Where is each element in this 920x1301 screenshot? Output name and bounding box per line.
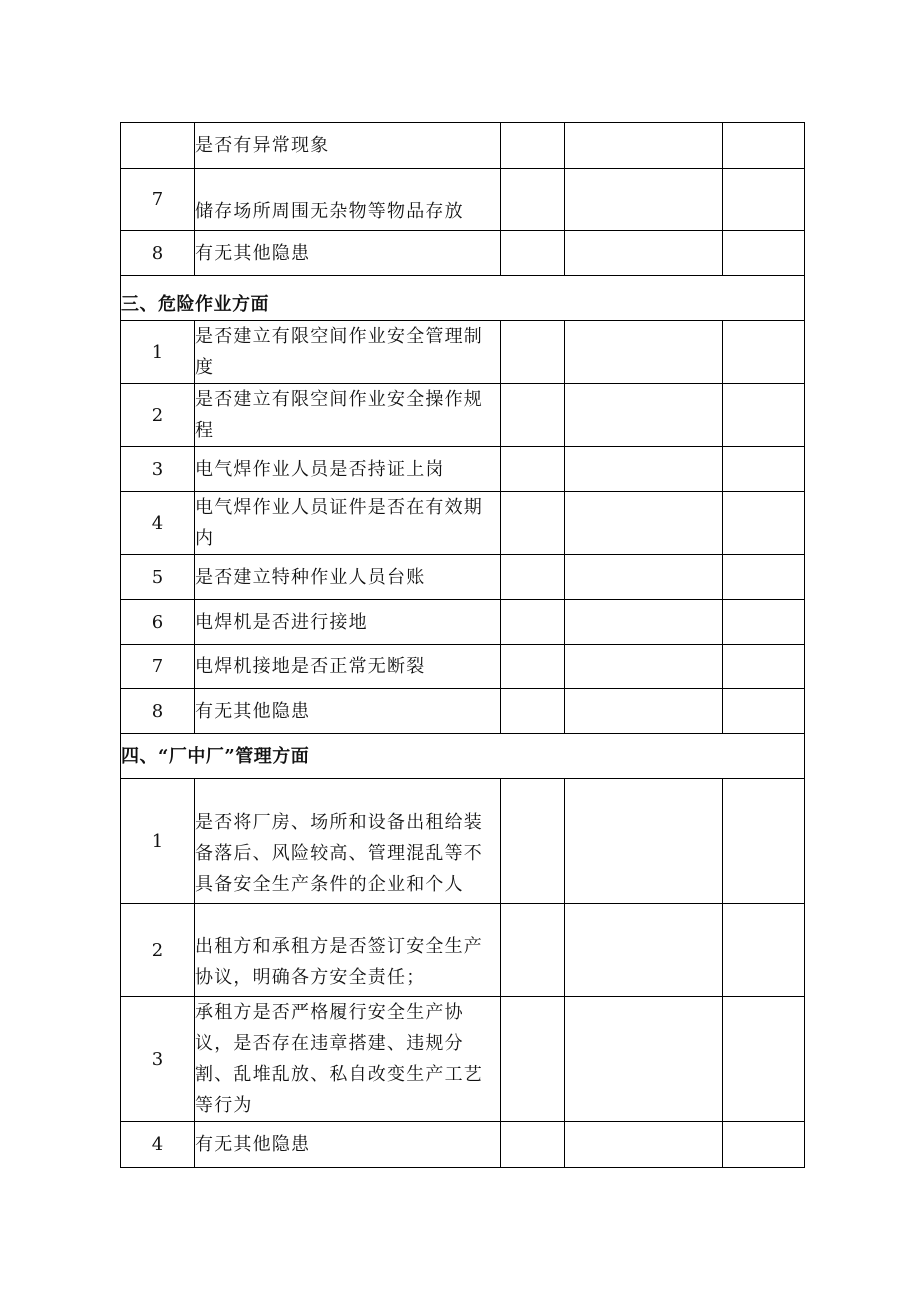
blank-cell[interactable]	[565, 997, 723, 1122]
row-number: 4	[121, 492, 195, 555]
row-number: 1	[121, 321, 195, 384]
section-header-row	[121, 734, 805, 779]
row-number: 2	[121, 384, 195, 447]
blank-cell[interactable]	[501, 492, 565, 555]
blank-cell[interactable]	[565, 645, 723, 689]
row-number: 1	[121, 779, 195, 904]
row-number: 4	[121, 1122, 195, 1168]
section-title-hazardous-work: 三、危险作业方面	[121, 276, 805, 321]
blank-cell[interactable]	[565, 492, 723, 555]
row-number: 7	[121, 645, 195, 689]
table-row	[121, 231, 805, 276]
table-row	[121, 689, 805, 734]
row-number: 7	[121, 169, 195, 231]
row-number: 3	[121, 997, 195, 1122]
blank-cell[interactable]	[565, 689, 723, 734]
blank-cell[interactable]	[501, 384, 565, 447]
check-item: 出租方和承租方是否签订安全生产协议，明确各方安全责任；	[195, 904, 501, 997]
blank-cell[interactable]	[501, 447, 565, 492]
table-row	[121, 447, 805, 492]
blank-cell[interactable]	[723, 779, 805, 904]
blank-cell[interactable]	[723, 600, 805, 645]
blank-cell[interactable]	[501, 321, 565, 384]
check-item: 储存场所周围无杂物等物品存放	[195, 169, 501, 231]
check-item: 是否将厂房、场所和设备出租给装备落后、风险较高、管理混乱等不具备安全生产条件的企业和个人	[195, 779, 501, 904]
check-item: 承租方是否严格履行安全生产协议，是否存在违章搭建、违规分割、乱堆乱放、私自改变生产工艺等行为	[195, 997, 501, 1122]
blank-cell[interactable]	[501, 997, 565, 1122]
row-number: 2	[121, 904, 195, 997]
blank-cell[interactable]	[565, 169, 723, 231]
blank-cell[interactable]	[501, 600, 565, 645]
check-item: 电气焊作业人员是否持证上岗	[195, 447, 501, 492]
blank-cell[interactable]	[723, 555, 805, 600]
blank-cell[interactable]	[723, 904, 805, 997]
section-title-factory-in-factory: 四、“厂中厂”管理方面	[121, 734, 805, 779]
blank-cell[interactable]	[565, 123, 723, 169]
blank-cell[interactable]	[723, 997, 805, 1122]
section-header-row	[121, 276, 805, 321]
check-item: 是否建立特种作业人员台账	[195, 555, 501, 600]
blank-cell[interactable]	[723, 384, 805, 447]
blank-cell[interactable]	[501, 779, 565, 904]
blank-cell[interactable]	[565, 1122, 723, 1168]
row-number: 3	[121, 447, 195, 492]
table-row	[121, 1122, 805, 1168]
row-number: 5	[121, 555, 195, 600]
blank-cell[interactable]	[501, 169, 565, 231]
blank-cell[interactable]	[565, 555, 723, 600]
blank-cell[interactable]	[723, 321, 805, 384]
check-item: 电焊机是否进行接地	[195, 600, 501, 645]
blank-cell[interactable]	[501, 904, 565, 997]
blank-cell[interactable]	[565, 779, 723, 904]
blank-cell[interactable]	[723, 492, 805, 555]
table-row	[121, 555, 805, 600]
row-number: 8	[121, 231, 195, 276]
check-item: 是否建立有限空间作业安全操作规程	[195, 384, 501, 447]
blank-cell[interactable]	[501, 123, 565, 169]
check-item: 是否建立有限空间作业安全管理制度	[195, 321, 501, 384]
table-row	[121, 904, 805, 997]
blank-cell[interactable]	[565, 600, 723, 645]
table-row	[121, 169, 805, 231]
check-item: 有无其他隐患	[195, 689, 501, 734]
blank-cell[interactable]	[565, 447, 723, 492]
blank-cell[interactable]	[723, 645, 805, 689]
table-row	[121, 492, 805, 555]
table-row	[121, 600, 805, 645]
blank-cell[interactable]	[723, 231, 805, 276]
blank-cell[interactable]	[565, 231, 723, 276]
row-number: 8	[121, 689, 195, 734]
row-number: 6	[121, 600, 195, 645]
blank-cell[interactable]	[501, 689, 565, 734]
blank-cell[interactable]	[723, 169, 805, 231]
table-row	[121, 997, 805, 1122]
table-row	[121, 384, 805, 447]
inspection-checklist-table	[120, 122, 805, 1168]
table-row	[121, 645, 805, 689]
blank-cell[interactable]	[501, 231, 565, 276]
blank-cell[interactable]	[565, 321, 723, 384]
blank-cell[interactable]	[501, 555, 565, 600]
check-item: 有无其他隐患	[195, 231, 501, 276]
blank-cell[interactable]	[723, 123, 805, 169]
check-item: 有无其他隐患	[195, 1122, 501, 1168]
blank-cell[interactable]	[723, 447, 805, 492]
blank-cell[interactable]	[501, 645, 565, 689]
blank-cell[interactable]	[723, 689, 805, 734]
table-row	[121, 779, 805, 904]
blank-cell[interactable]	[565, 904, 723, 997]
blank-cell[interactable]	[723, 1122, 805, 1168]
table-row	[121, 123, 805, 169]
check-item: 电气焊作业人员证件是否在有效期内	[195, 492, 501, 555]
row-number	[121, 123, 195, 169]
blank-cell[interactable]	[565, 384, 723, 447]
blank-cell[interactable]	[501, 1122, 565, 1168]
check-item: 是否有异常现象	[195, 123, 501, 169]
table-row	[121, 321, 805, 384]
check-item: 电焊机接地是否正常无断裂	[195, 645, 501, 689]
